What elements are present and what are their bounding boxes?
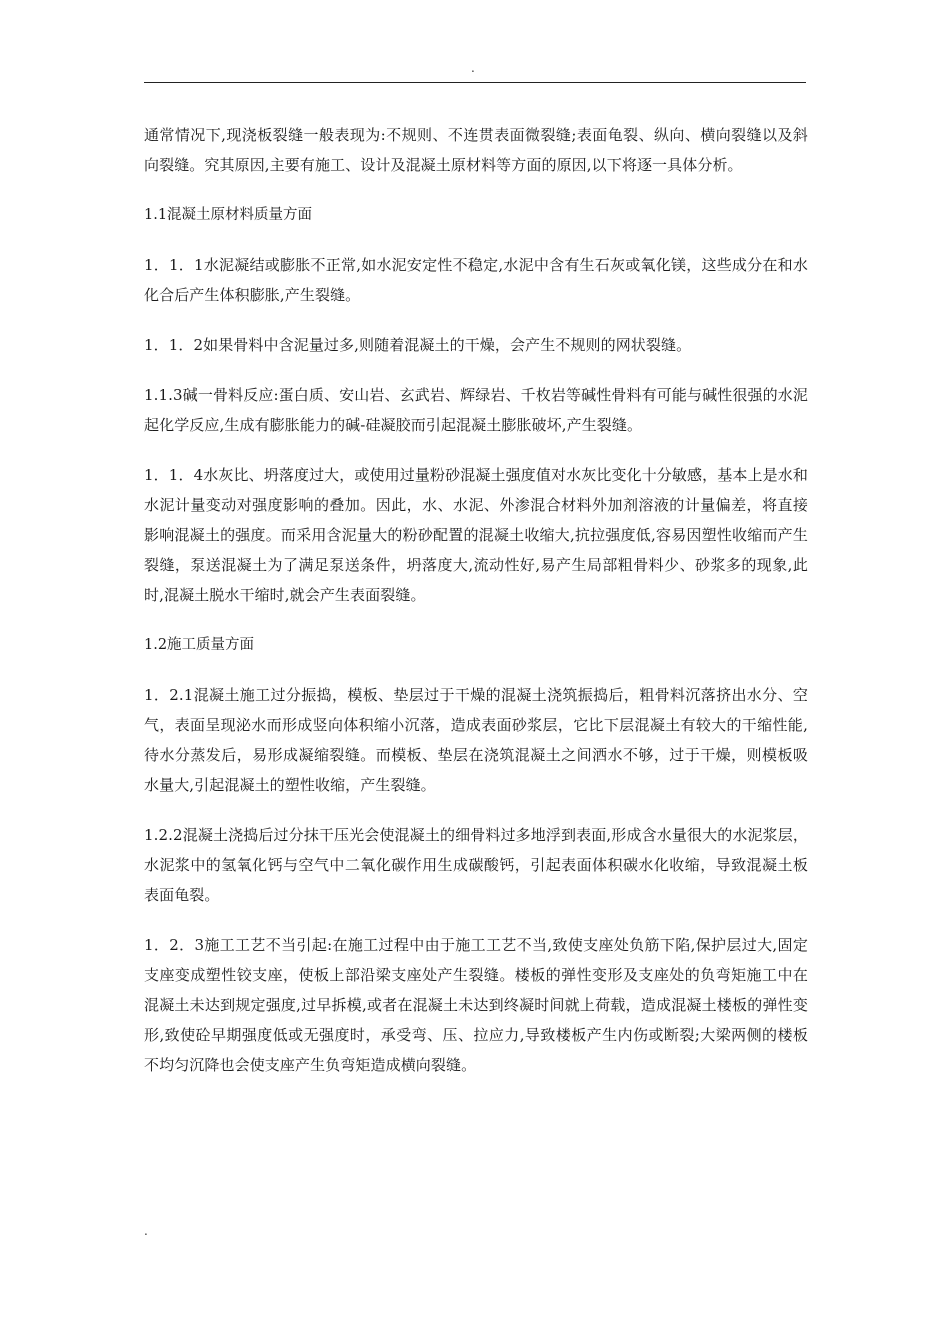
- paragraph-1-1-2: 1．1．2如果骨料中含泥量过多,则随着混凝土的干燥，会产生不规则的网状裂缝。: [144, 336, 692, 354]
- paragraph-1-1-4: 1．1．4水灰比、坍落度过大，或使用过量粉砂混凝土强度值对水灰比变化十分敏感，基本上是水和水泥计量变动对强度影响的叠加。因此，水、水泥、外渗混合材料外加剂溶液的计量偏差，将直接影响混凝土的强度。而采用含泥量大的粉砂配置的混凝土收缩大,抗拉强度低,容易因塑性收缩而产生裂缝，泵送混凝土为了满足泵送条件，坍落度大,流动性好,易产生局部粗骨料少、砂浆多的现象,此时,混凝土脱水干缩时,就会产生表面裂缝。: [144, 466, 808, 604]
- document-body: [144, 120, 808, 1100]
- paragraph-intro: 通常情况下,现浇板裂缝一般表现为:不规则、不连贯表面微裂缝;表面龟裂、纵向、横向裂缝以及斜向裂缝。究其原因,主要有施工、设计及混凝土原材料等方面的原因,以下将逐一具体分析。: [144, 126, 808, 174]
- section-heading-1-1: 1.1混凝土原材料质量方面: [144, 207, 313, 223]
- paragraph-1-1-3: 1.1.3碱一骨料反应:蛋白质、安山岩、玄武岩、辉绿岩、千枚岩等碱性骨料有可能与碱性很强的水泥起化学反应,生成有膨胀能力的碱-硅凝胶而引起混凝土膨胀破坏,产生裂缝。: [144, 386, 808, 434]
- paragraph-1-2-3: 1．2．3施工工艺不当引起:在施工过程中由于施工工艺不当,致使支座处负筋下陷,保护层过大,固定支座变成塑性铰支座，使板上部沿梁支座处产生裂缝。楼板的弹性变形及支座处的负弯矩施工中在混凝土未达到规定强度,过早拆模,或者在混凝土未达到终凝时间就上荷载，造成混凝土楼板的弹性变形,致使砼早期强度低或无强度时，承受弯、压、拉应力,导致楼板产生内伤或断裂;大梁两侧的楼板不均匀沉降也会使支座产生负弯矩造成横向裂缝。: [144, 936, 808, 1074]
- header-mark: .: [471, 61, 475, 75]
- paragraph-1-1-1: 1．1．1水泥凝结或膨胀不正常,如水泥安定性不稳定,水泥中含有生石灰或氧化镁，这些成分在和水化合后产生体积膨胀,产生裂缝。: [144, 256, 808, 304]
- header-rule: [144, 82, 806, 83]
- section-heading-1-2: 1.2施工质量方面: [144, 637, 255, 653]
- paragraph-1-2-1: 1．2.1混凝土施工过分振捣，模板、垫层过于干燥的混凝土浇筑振捣后，粗骨料沉落挤出水分、空气，表面呈现泌水而形成竖向体积缩小沉落，造成表面砂浆层，它比下层混凝土有较大的干缩性能,待水分蒸发后，易形成凝缩裂缝。而模板、垫层在浇筑混凝土之间洒水不够，过于干燥，则模板吸水量大,引起混凝土的塑性收缩，产生裂缝。: [144, 686, 808, 794]
- paragraph-1-2-2: 1.2.2混凝土浇捣后过分抹干压光会使混凝土的细骨料过多地浮到表面,形成含水量很大的水泥浆层，水泥浆中的氢氧化钙与空气中二氧化碳作用生成碳酸钙，引起表面体积碳水化收缩，导致混凝土板表面龟裂。: [144, 826, 808, 904]
- footer-mark: .: [144, 1224, 148, 1238]
